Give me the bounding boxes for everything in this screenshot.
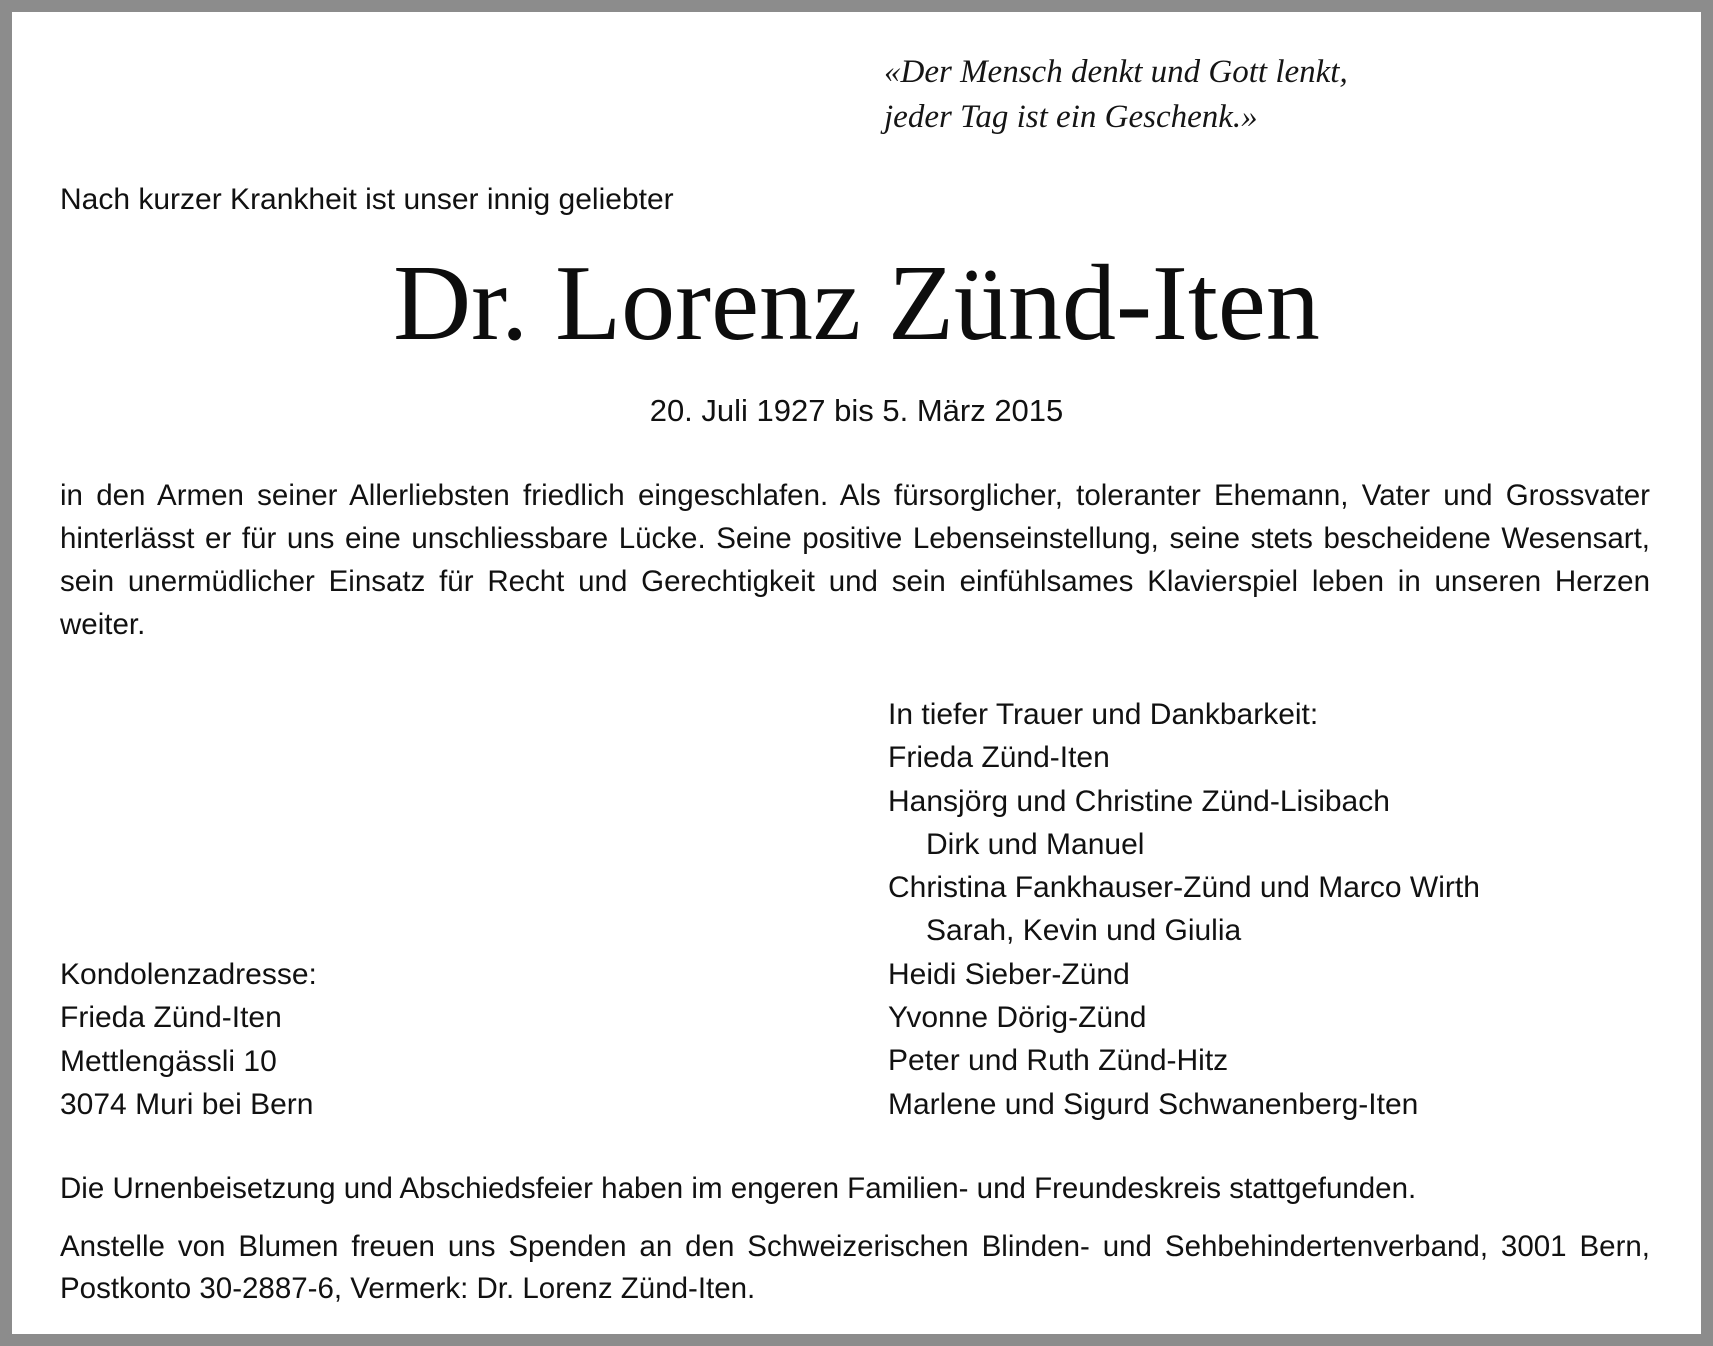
donation-note: Anstelle von Blumen freuen uns Spenden an den Schweizerischen Blinden- und Sehbehindertenverband, 3001 Bern, Postkonto 30-2887-6, Vermerk: Dr. Lorenz Zünd-Iten.: [60, 1230, 1650, 1305]
body-paragraph: in den Armen seiner Allerliebsten friedlich eingeschlafen. Als fürsorglicher, toleranter Ehemann, Vater und Grossvater hinterlässt er für uns eine unschliessbare Lücke. Seine positive Lebenseinstellung, seine stets bescheidene Wesensart, sein unermüdlicher Einsatz für Recht und Gerechtigkeit und sein einfühlsames Klavierspiel leben in unseren Herzen weiter.: [60, 479, 1650, 641]
quote-line: jeder Tag ist ein Geschenk.»: [884, 99, 1258, 135]
ceremony-note: Die Urnenbeisetzung und Abschiedsfeier haben im engeren Familien- und Freundeskreis stattgefunden.: [60, 1172, 1417, 1205]
mourner-entry: Frieda Zünd-Iten: [888, 741, 1110, 775]
mourner-entry-children: Dirk und Manuel: [926, 827, 1145, 861]
mourner-entry: Marlene und Sigurd Schwanenberg-Iten: [888, 1087, 1419, 1121]
obituary-notice: [12, 12, 1701, 1334]
deceased-name: Dr. Lorenz Zünd-Iten: [393, 244, 1320, 363]
address-name: Frieda Zünd-Iten: [60, 1001, 282, 1035]
epigraph-quote: [884, 50, 1348, 140]
mourner-entry-children: Sarah, Kevin und Giulia: [926, 914, 1242, 948]
mourner-entry: Yvonne Dörig-Zünd: [888, 1001, 1147, 1035]
intro-line: Nach kurzer Krankheit ist unser innig geliebter: [60, 183, 674, 216]
address-label: Kondolenzadresse:: [60, 958, 317, 991]
mourner-entry: Hansjörg und Christine Zünd-Lisibach: [888, 784, 1390, 818]
mourner-entry: Heidi Sieber-Zünd: [888, 957, 1130, 991]
mourner-entry: Peter und Ruth Zünd-Hitz: [888, 1044, 1229, 1078]
address-city: 3074 Muri bei Bern: [60, 1087, 314, 1121]
quote-line: «Der Mensch denkt und Gott lenkt,: [884, 54, 1348, 90]
condolence-address: [60, 953, 317, 1126]
mourners-heading: In tiefer Trauer und Dankbarkeit:: [888, 698, 1319, 731]
address-street: Mettlengässli 10: [60, 1044, 277, 1078]
mourners-list: [888, 693, 1480, 1126]
life-dates: 20. Juli 1927 bis 5. März 2015: [649, 393, 1064, 428]
mourner-entry: Christina Fankhauser-Zünd und Marco Wirth: [888, 871, 1480, 905]
